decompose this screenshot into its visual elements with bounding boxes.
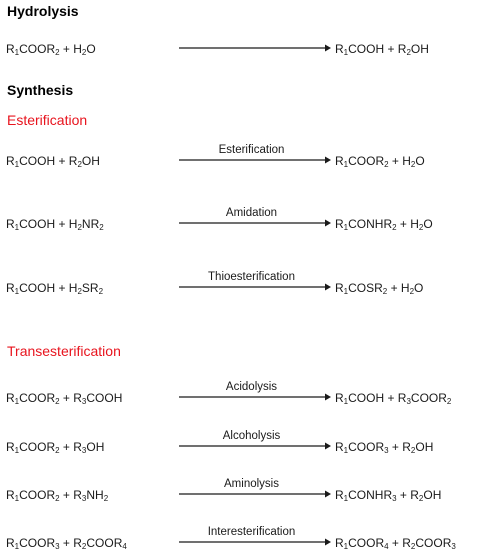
reaction-alcoholysis <box>0 429 488 459</box>
reaction-label: Alcoholysis <box>222 430 281 442</box>
reaction-label: Thioesterification <box>208 271 295 283</box>
products: $R_1CONHR_3 + R_2OH$ <box>335 488 442 503</box>
products: $R_1COOH + R_2OH$ <box>335 42 429 57</box>
reactants: $R_1COOR_2$ + $R_3COOH$ <box>6 391 123 406</box>
reaction-label: Amidation <box>225 207 278 219</box>
esterification-heading: Esterification <box>7 112 88 128</box>
reaction-aminolysis <box>0 477 488 507</box>
products: $R_1COSR_2 + H_2O$ <box>335 281 424 296</box>
synthesis-heading: Synthesis <box>7 82 74 98</box>
reaction-thioesterification <box>0 270 488 300</box>
products: $R_1CONHR_2 + H_2O$ <box>335 217 433 232</box>
reaction-arrow <box>179 537 331 547</box>
reaction-label: Aminolysis <box>224 478 279 490</box>
reaction-arrow <box>179 155 331 165</box>
reactants: $R_1COOR_2 + H_2O$ <box>6 42 96 57</box>
reaction-label: Interesterification <box>207 526 296 538</box>
hydrolysis-reaction <box>0 31 488 61</box>
hydrolysis-heading: Hydrolysis <box>7 3 79 19</box>
transesterification-heading: Transesterification <box>7 343 121 359</box>
reaction-acidolysis <box>0 380 488 410</box>
products: $R_1COOR_2 + H_2O$ <box>335 154 425 169</box>
reaction-label: Acidolysis <box>225 381 278 393</box>
reactants: $R_1COOR_2 + R_3OH$ <box>6 440 105 455</box>
reaction-arrow <box>179 392 331 402</box>
reaction-arrow <box>179 218 331 228</box>
reaction-arrow <box>179 282 331 292</box>
reaction-esterification <box>0 143 488 173</box>
reaction-interesterification <box>0 525 488 555</box>
reactants: $R_1COOH + H_2NR_2$ <box>6 217 104 232</box>
reaction-arrow <box>179 489 331 499</box>
products: $R_1COOH$ + $R_3COOR_2$ <box>335 391 452 406</box>
reactants: $R_1COOH + R_2OH$ <box>6 154 100 169</box>
products: $R_1COOR_3 + R_2OH$ <box>335 440 434 455</box>
reactants: $R_1COOR_2 + R_3NH_2$ <box>6 488 109 503</box>
reaction-arrow <box>179 43 331 53</box>
reactants: $R_1COOH + H_2SR_2$ <box>6 281 104 296</box>
products: $R_1COOR_4$ + $R_2COOR_3$ <box>335 536 456 551</box>
reactants: $R_1COOR_3$ + $R_2COOR_4$ <box>6 536 127 551</box>
reaction-amidation <box>0 206 488 236</box>
reaction-arrow <box>179 441 331 451</box>
reaction-label: Esterification <box>218 144 285 156</box>
